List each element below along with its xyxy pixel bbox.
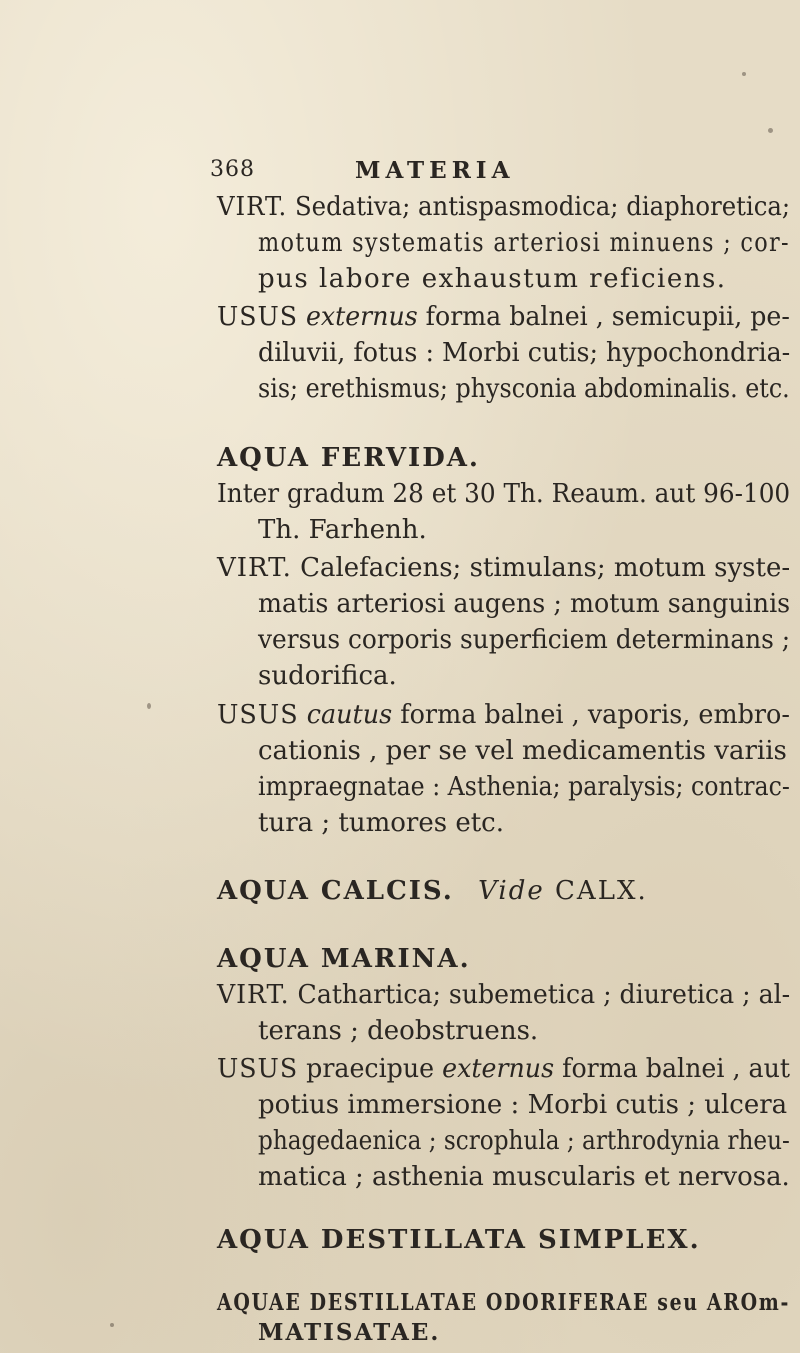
text: versus corporis superficiem determinans ; [258,625,791,655]
text-line [258,772,790,804]
text: cautus [306,700,393,730]
running-title: MATERIA [355,157,515,184]
cross-reference: CALX. [555,876,648,906]
usus-label: USUS [217,700,299,730]
entry-heading [217,443,480,475]
text: sudorifica. [258,661,397,691]
virt-line [217,553,790,585]
text: sis; erethismus; physconia abdominalis. etc. [258,374,790,404]
text-line [258,374,790,406]
virt-label: VIRT. [217,553,292,583]
ink-spot [768,128,773,133]
text-line [258,661,397,693]
virt-label: VIRT. [217,980,290,1010]
entry-heading [217,1288,790,1320]
text: tura ; tumores etc. [258,808,504,838]
cross-reference-label: Vide [478,876,545,906]
ink-spot [742,72,746,76]
text-line [258,515,427,547]
text: phagedaenica ; scrophula ; arthrodynia rheu- [258,1126,790,1156]
text: matica ; asthenia muscularis et nervosa. [258,1162,790,1192]
text-line [258,589,790,621]
text: impraegnatae : Asthenia; paralysis; contrac- [258,772,790,802]
page-number: 368 [210,157,255,182]
usus-line [217,1054,790,1086]
text-line [258,808,504,840]
usus-label: USUS [217,1054,299,1084]
heading-text: AQUA CALCIS. [217,876,454,906]
text: externus [305,302,418,332]
ink-spot [110,1323,114,1327]
text-line [258,338,790,370]
text: matis arteriosi augens ; motum sanguinis [258,589,791,619]
text: cationis , per se vel medicamentis variis [258,736,787,766]
entry-heading-continued [258,1318,440,1350]
entry-heading [217,944,471,976]
text: praecipue [306,1054,435,1084]
text: Calefaciens; stimulans; motum syste- [300,553,791,583]
text: terans ; deobstruens. [258,1016,539,1046]
heading-text: MATISATAE. [258,1319,441,1346]
text-line [258,736,787,768]
virt-line [217,192,790,224]
text: Th. Farhenh. [258,515,427,545]
text: pus labore exhaustum reficiens. [258,264,727,294]
heading-text: AQUA DESTILLATA SIMPLEX. [217,1225,701,1255]
usus-line [217,700,790,732]
heading-text: AQUA MARINA. [217,944,471,974]
ink-spot [147,703,151,709]
text: forma balnei , aut [562,1054,791,1084]
text: forma balnei , vaporis, embro- [400,700,790,730]
text: diluvii, fotus : Morbi cutis; hypochondria- [258,338,791,368]
usus-label: USUS [217,302,298,332]
running-head [210,157,750,187]
entry-heading [217,1225,701,1257]
text-line [258,625,790,657]
virt-line [217,980,790,1012]
text: externus [442,1054,555,1084]
text: potius immersione : Morbi cutis ; ulcera [258,1090,788,1120]
text: Sedativa; antispasmodica; diaphoretica; [294,192,791,222]
text-line [258,1126,790,1158]
text-line [258,1016,538,1048]
entry-heading [217,876,648,908]
text-line [258,1162,790,1194]
virt-label: VIRT. [217,192,288,222]
text: motum systematis arteriosi minuens ; cor- [258,228,790,258]
text: Cathartica; subemetica ; diuretica ; al- [297,980,791,1010]
heading-text: AQUAE DESTILLATAE ODORIFERAE seu AROm- [217,1289,790,1316]
text-line [258,1090,787,1122]
text-line [258,264,727,296]
text-line [258,228,790,260]
text-line [217,479,790,511]
heading-text: AQUA FERVIDA. [217,443,480,473]
text: forma balnei , semicupii, pe- [425,302,790,332]
text: Inter gradum 28 et 30 Th. Reaum. aut 96-100 [217,479,791,509]
usus-line [217,302,790,334]
